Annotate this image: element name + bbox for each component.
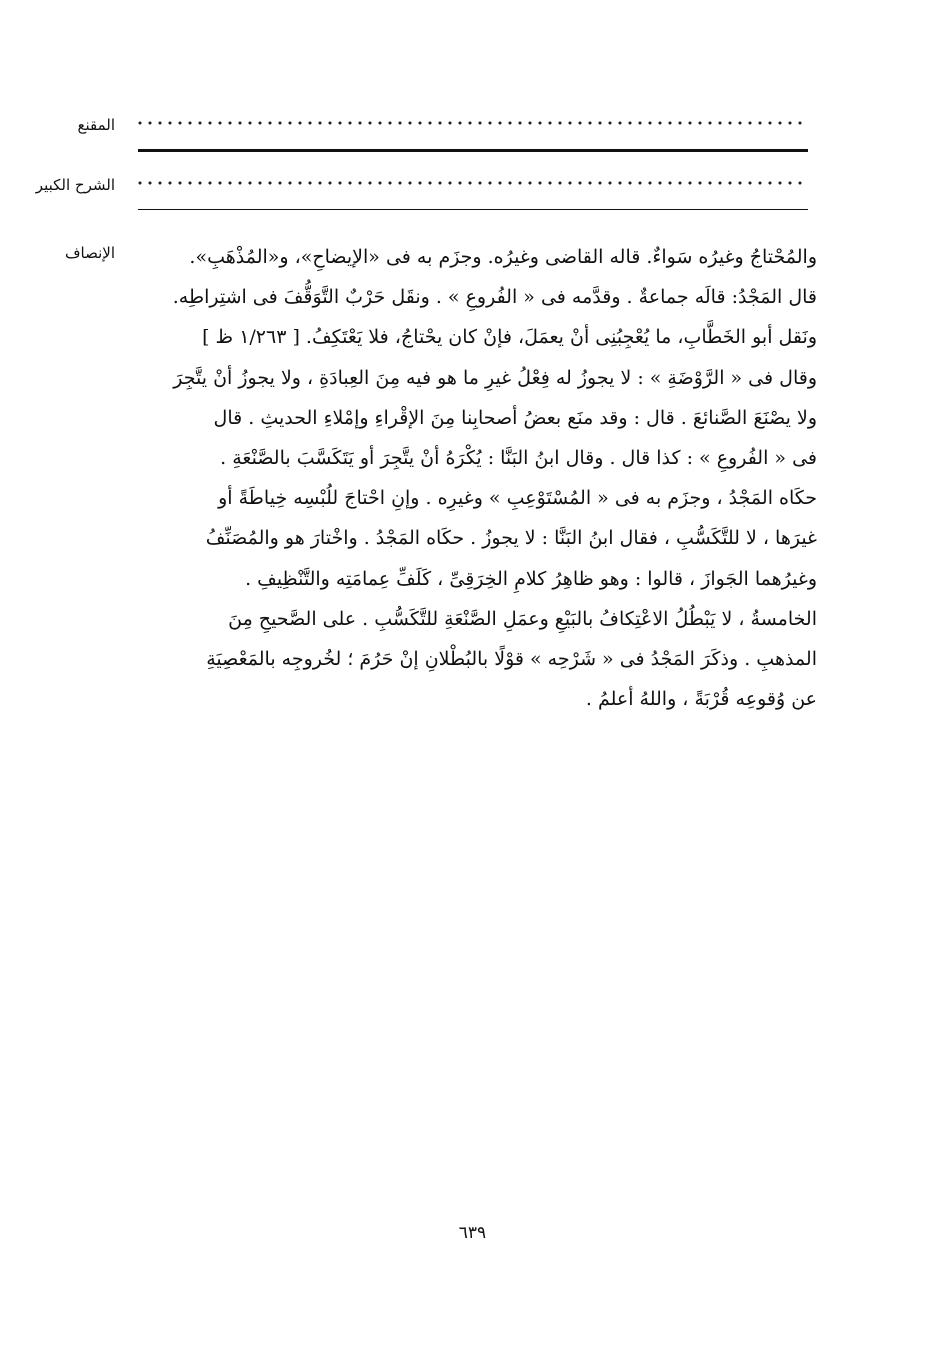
page-number: ٦٣٩ [458, 1223, 487, 1243]
insaf-text-block [145, 237, 817, 719]
insaf-line: وغيرُهما الجَوازَ ، قالوا : وهو ظاهِرُ كلامِ الخِرَقِىِّ ، كَلَفِّ عِمامَتِه والتَّنْظِيفِ . [245, 567, 817, 590]
sharh-dotted-placeholder [135, 181, 805, 185]
insaf-line: عن وُقوعِه قُرْبَةً ، واللهُ أعلمُ . [585, 688, 817, 711]
section-label-muqni: المقنع [77, 116, 115, 134]
insaf-line: قال المَجْدُ: قالَه جماعةٌ . وقدَّمه فى « الفُروعِ » . ونقَل حَرْبٌ التَّوَقُّفَ فى اشتِراطِه. [172, 286, 817, 309]
insaf-line: حكَاه المَجْدُ ، وجزَم به فى « المُسْتَوْعِبِ » وغيرِه . وإنِ احْتاجَ للُبْسِه خِياطَةً أو [218, 487, 817, 510]
section-divider-thick [138, 149, 808, 152]
insaf-line: ونَقل أبو الخَطَّابِ، ما يُعْجِبُنِى أنْ يعمَلَ، فإنْ كان يحْتاجُ، فلا يَعْتَكِفُ. [ ١/٢٦٣ ظ ] [202, 326, 817, 349]
insaf-line: ولا يصْنَعَ الصَّنائعَ . قال : وقد منَع بعضُ أصحابِنا مِنَ الإقْراءِ وإمْلاءِ الحديثِ . قال [213, 406, 817, 429]
section-label-sharh: الشرح الكبير [35, 176, 115, 194]
insaf-line: المذهبِ . وذكَرَ المَجْدُ فى « شَرْحِه » قوْلًا بالبُطْلانِ إنْ حَرُمَ ؛ لخُروجِه بالمَعْصِيَةِ [206, 647, 817, 670]
muqni-dotted-placeholder [135, 121, 805, 125]
insaf-line: غيرَها ، لا للتَّكَسُّبِ ، فقال ابنُ البَنَّا : لا يجوزُ . حكَاه المَجْدُ . واخْتارَ هو والمُصَنِّفُ [205, 527, 817, 550]
insaf-line: فى « الفُروعِ » : كذا قال . وقال ابنُ البَنَّا : يُكْرَهُ أنْ يتَّجِرَ أو يَتَكَسَّبَ بالصَّنْعَةِ . [220, 446, 817, 469]
section-divider-thin [138, 209, 808, 210]
insaf-line: وقال فى « الرَّوْضَةِ » : لا يجوزُ له فِعْلُ غيرِ ما هو فيه مِنَ العِبادَةِ ، ولا يجوزُ أنْ يتَّجِرَ [173, 366, 817, 389]
insaf-line: والمُحْتاجُ وغيرُه سَواءٌ. قاله القاضى وغيرُه. وجزَم به فى «الإيضاحِ»، و«المُذْهَبِ». [189, 246, 817, 268]
section-label-insaf: الإنصاف [64, 244, 115, 262]
insaf-line: الخامسةُ ، لا يَبْطُلُ الاعْتِكافُ بالبَيْعِ وعمَلِ الصَّنْعَةِ للتَّكَسُّبِ . على الصَّحيحِ مِنَ [228, 607, 817, 630]
